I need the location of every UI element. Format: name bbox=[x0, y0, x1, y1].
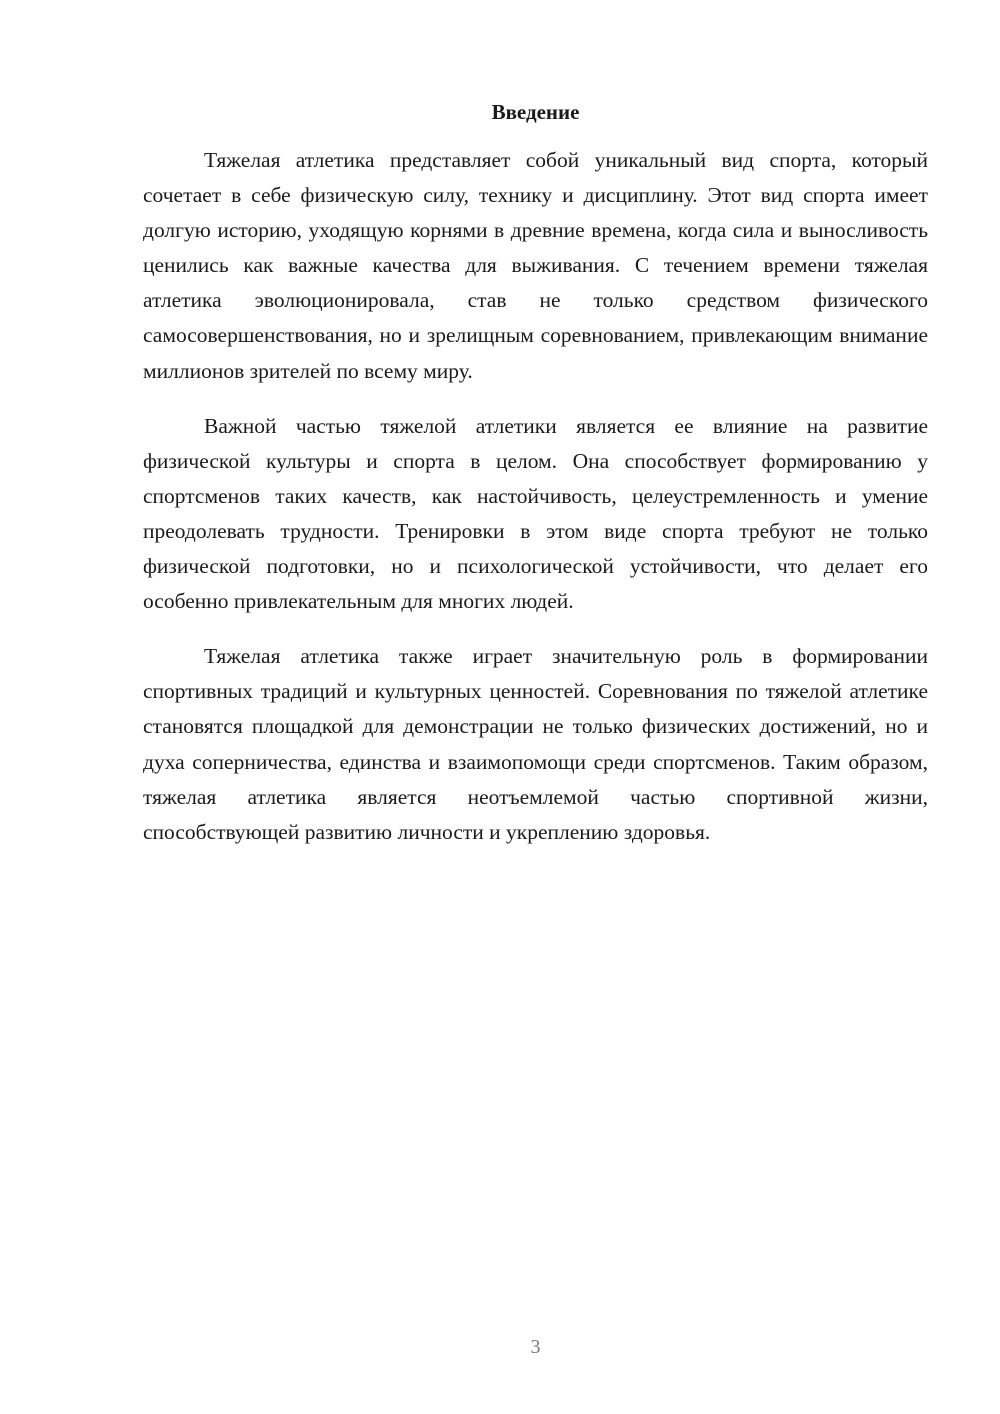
body-text bbox=[143, 143, 928, 850]
paragraph-1: Тяжелая атлетика представляет собой уникальный вид спорта, который сочетает в себе физическую силу, технику и дисциплину. Этот вид спорта имеет долгую историю, уходящую корнями в древние времена, когда сила и выносливость ценились как важные качества для выживания. С течением времени тяжелая атлетика эволюционировала, став не только средством физического самосовершенствования, но и зрелищным соревнованием, привлекающим внимание миллионов зрителей по всему миру. bbox=[143, 148, 928, 383]
paragraph-2: Важной частью тяжелой атлетики является ее влияние на развитие физической культуры и спорта в целом. Она способствует формированию у спортсменов таких качеств, как настойчивость, целеустремленность и умение преодолевать трудности. Тренировки в этом виде спорта требуют не только физической подготовки, но и психологической устойчивости, что делает его особенно привлекательным для многих людей. bbox=[143, 413, 928, 614]
section-title: Введение bbox=[491, 100, 580, 124]
page-number: 3 bbox=[530, 1336, 541, 1358]
paragraph-3: Тяжелая атлетика также играет значительную роль в формировании спортивных традиций и культурных ценностей. Соревнования по тяжелой атлетике становятся площадкой для демонстрации не только физических достижений, но и духа соперничества, единства и взаимопомощи среди спортсменов. Таким образом, тяжелая атлетика является неотъемлемой частью спортивной жизни, способствующей развитию личности и укреплению здоровья. bbox=[143, 644, 928, 844]
